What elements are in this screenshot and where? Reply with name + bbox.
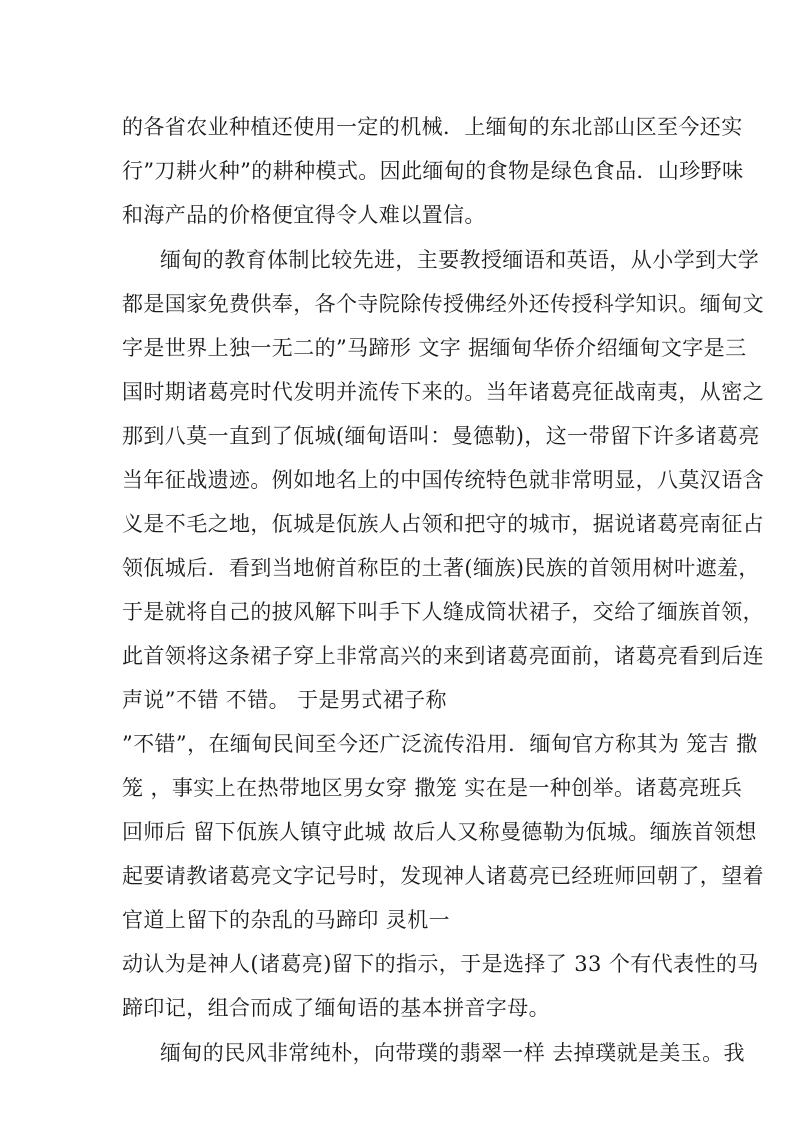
text-line: 领佤城后．看到当地俯首称臣的土著(缅族)民族的首领用树叶遮羞， <box>122 556 760 580</box>
text-line: 当年征战遗迹。例如地名上的中国传统特色就非常明显，八莫汉语含 <box>122 468 764 492</box>
text-line: 起要请教诸葛亮文字记号时，发现神人诸葛亮已经班师回朝了，望着 <box>122 864 764 888</box>
text-line: 和海产品的价格便宜得令人难以置信。 <box>122 203 486 227</box>
text-line: 回师后 留下佤族人镇守此城 故后人又称曼德勒为佤城。缅族首领想 <box>122 820 757 844</box>
text-line: ”不错”，在缅甸民间至今还广泛流传沿用．缅甸官方称其为 笼吉 撒 <box>122 732 758 756</box>
text-line: 此首领将这条裙子穿上非常高兴的来到诸葛亮面前，诸葛亮看到后连 <box>122 644 764 668</box>
text-line: 官道上留下的杂乱的马蹄印 灵机一 <box>122 908 451 932</box>
text-line: 字是世界上独一无二的”马蹄形 文字 据缅甸华侨介绍缅甸文字是三 <box>122 336 747 360</box>
text-line: 于是就将自己的披风解下叫手下人缝成筒状裙子，交给了缅族首领， <box>122 600 764 624</box>
text-line: 动认为是神人(诸葛亮)留下的指示，于是选择了 33 个有代表性的马 <box>122 952 759 976</box>
text-line: 国时期诸葛亮时代发明并流传下来的。当年诸葛亮征战南夷，从密之 <box>122 380 764 404</box>
text-line: 行”刀耕火种”的耕种模式。因此缅甸的食物是绿色食品．山珍野味 <box>122 159 744 183</box>
text-line: 蹄印记，组合而成了缅甸语的基本拼音字母。 <box>122 996 550 1020</box>
paragraph-start-line: 缅甸的民风非常纯朴，向带璞的翡翠一样 去掉璞就是美玉。我 <box>160 1041 745 1065</box>
text-line: 的各省农业种植还使用一定的机械．上缅甸的东北部山区至今还实 <box>122 115 743 139</box>
text-line: 声说”不错 不错。 于是男式裙子称 <box>122 688 447 712</box>
text-line: 那到八莫一直到了佤城(缅甸语叫：曼德勒)，这一带留下许多诸葛亮 <box>122 424 760 448</box>
text-line: 笼 ，事实上在热带地区男女穿 撒笼 实在是一种创举。诸葛亮班兵 <box>122 776 743 800</box>
text-line: 都是国家免费供奉，各个寺院除传授佛经外还传授科学知识。缅甸文 <box>122 292 764 316</box>
paragraph-start-line: 缅甸的教育体制比较先进，主要教授缅语和英语，从小学到大学 <box>160 248 760 272</box>
text-line: 义是不毛之地，佤城是佤族人占领和把守的城市，据说诸葛亮南征占 <box>122 512 764 536</box>
